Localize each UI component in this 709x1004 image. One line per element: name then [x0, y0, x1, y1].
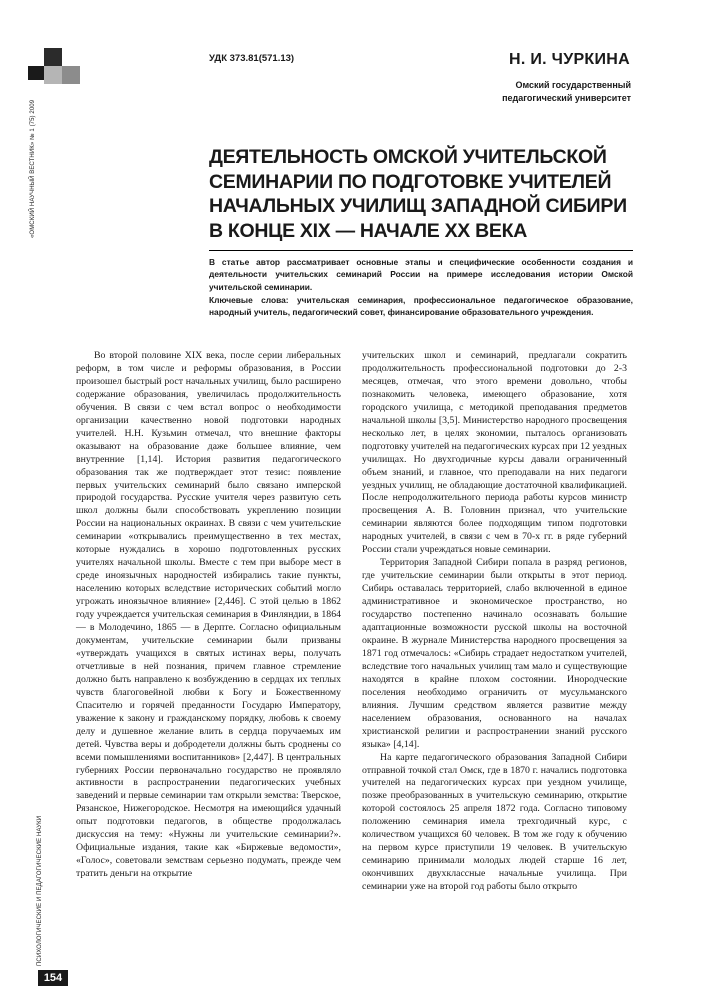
- keywords-text: Ключевые слова: учительская семинария, профессиональное педагогическое образование, народный учитель, педагогический совет, финансирование образовательного учреждения.: [209, 294, 633, 318]
- body-column-right: [362, 350, 627, 894]
- article-title: ДЕЯТЕЛЬНОСТЬ ОМСКОЙ УЧИТЕЛЬСКОЙ СЕМИНАРИИ ПО ПОДГОТОВКЕ УЧИТЕЛЕЙ НАЧАЛЬНЫХ УЧИЛИЩ ЗАПАДНОЙ СИБИРИ В КОНЦЕ XIX — НАЧАЛЕ XX ВЕКА: [209, 146, 627, 242]
- body-paragraph: Во второй половине XIX века, после серии либеральных реформ, в том числе и реформы образования, в России произошел быстрый рост начальных училищ, было расширено содержание образования, увеличилась продолжительность обучения. В связи с чем встал вопрос о необходимости организации качественно новой подготовки народных учителей. Н.Н. Кузьмин отмечал, что внешние факторы оказывают на образование даже большее влияние, чем внутренние [1,14]. История развития педагогического образования так же подтверждает этот тезис: появление первых учительских семинарий было связано имперской природой государства. Русские учителя через развитую сеть школ должны были способствовать укреплению позиции России на национальных окраинах. В связи с чем учительские семинарии «открывались преимущественно в тех местах, которые нуждались в хорошо подготовленных русских учителях начальной школы. Вместе с тем при выборе мест в среде иноязычных народностей избирались такие пункты, населению которых вследствие исторических событий могло угрожать иноязычное влияние» [2,446]. С этой целью в 1862 году учреждается учительская семинария в Финляндии, в 1864 — в Молодечино, 1865 — в Дерпте. Согласно официальным документам, учительские семинарии были призваны «утверждать учащихся в святых истинах веры, получать отчетливые в ней познания, причем главное стремление должно быть направлено к возбуждению в сердцах их теплых чувств благоговейной любви к Богу и Божественному Спасителю и горячей преданности Государю Императору, уважение к закону и гражданскому порядку, любовь к своему делу и душевное желание влить в сердца поручаемых им детей. Чувства веры и добродетели должны быть сроднены со всеми помышлениями воспитанников» [2,447]. В центральных губерниях России первоначально государство не проявляло активности в распространении педагогических учебных заведений и первые семинарии там открыли земства: Тверское, Рязанское, Нижегородское. Несмотря на имеющийся удачный опыт подготовки педагогов, в обществе продолжалась дискуссия на тему: «Нужны ли учительские семинарии?». Официальные издания, такие как «Биржевые ведомости», «Голос», советовали земствам серьезно подумать, прежде чем тратить деньги на открытие: [76, 350, 341, 880]
- author-name: Н. И. ЧУРКИНА: [509, 51, 630, 68]
- abstract-text: В статье автор рассматривает основные этапы и специфические особенности создания и деятельности учительских семинарий России на примере исследования истории Омской учительской семинарии.: [209, 257, 633, 292]
- body-paragraph: Территория Западной Сибири попала в разряд регионов, где учительские семинарии были открыты в этот период. Сибирь оставалась территорией, слабо включенной в единое административное и экономическое пространство, но государство постепенно начинало осознавать большие адаптационные возможности русской школы на восточной окраине. В журнале Министерства народного просвещения за 1871 год отмечалось: «Сибирь страдает недостатком учителей, вследствие того начальных училищ там мало и существующие находятся в крайне плохом состоянии. Инородческие поселения необходимо ограничить от мусульманского влияния. Лучшим средством является развитие между населением образования, основанного на началах христианской религии и распространении знаний русского языка» [4,14].: [362, 557, 627, 750]
- corner-square-dark-1: [44, 48, 62, 66]
- corner-square-grey-1: [44, 66, 62, 84]
- section-running-head: ПСИХОЛОГИЧЕСКИЕ И ПЕДАГОГИЧЕСКИЕ НАУКИ: [37, 815, 43, 966]
- page-number: 154: [38, 970, 68, 986]
- udk-code: УДК 373.81(571.13): [209, 53, 295, 64]
- affiliation-line-2: педагогический университет: [502, 93, 631, 103]
- title-rule: [209, 250, 633, 251]
- body-paragraph: учительских школ и семинарий, предлагали сократить продолжительность профессиональной подготовки до 2-3 месяцев, отмечая, что этого времени довольно, чтобы познакомить человека, имеющего образование, хотя городского училища, с методикой преподавания предметов начальной школы [3,5]. Министерство народного просвещения несколько лет, в целях экономии, пыталось организовать подготовку учителей на педагогических курсах при 12 уездных училищах. Но двухгодичные курсы давали ограниченный объем знаний, и главное, что преподавали на них педагоги уездных училищ, не обладающие достаточной квалификацией. После непродолжительного периода работы курсов министр просвещения А. В. Головнин признал, что учительские семинарии являются более подходящим типом подготовки народных учителей, в связи с чем в 70-х гг. в ряде губерний России стали учреждаться новые семинарии.: [362, 350, 627, 556]
- body-column-left: [76, 350, 341, 881]
- affiliation: [440, 79, 631, 105]
- corner-square-dark-2: [28, 66, 44, 80]
- abstract-block: [209, 256, 633, 318]
- corner-square-grey-2: [62, 66, 80, 84]
- affiliation-line-1: Омский государственный: [515, 80, 631, 90]
- journal-running-head: «ОМСКИЙ НАУЧНЫЙ ВЕСТНИК» № 1 (75) 2009: [30, 99, 36, 238]
- body-paragraph: На карте педагогического образования Западной Сибири отправной точкой стал Омск, где в 1870 г. начались подготовка учителей на педагогических курсах при уездном училище, позже преобразованных в учительскую семинарию, открытие которой состоялось 25 апреля 1872 года. Согласно типовому положению семинария имела трехгодичный курс, с количеством учащихся 60 человек. В том же году к обучению на первом курсе приступили 19 человек. В учительскую семинарию принимали молодых людей старше 16 лет, окончивших двухклассные начальные училища. При семинарии уже на второй год работы было открыто: [362, 751, 627, 893]
